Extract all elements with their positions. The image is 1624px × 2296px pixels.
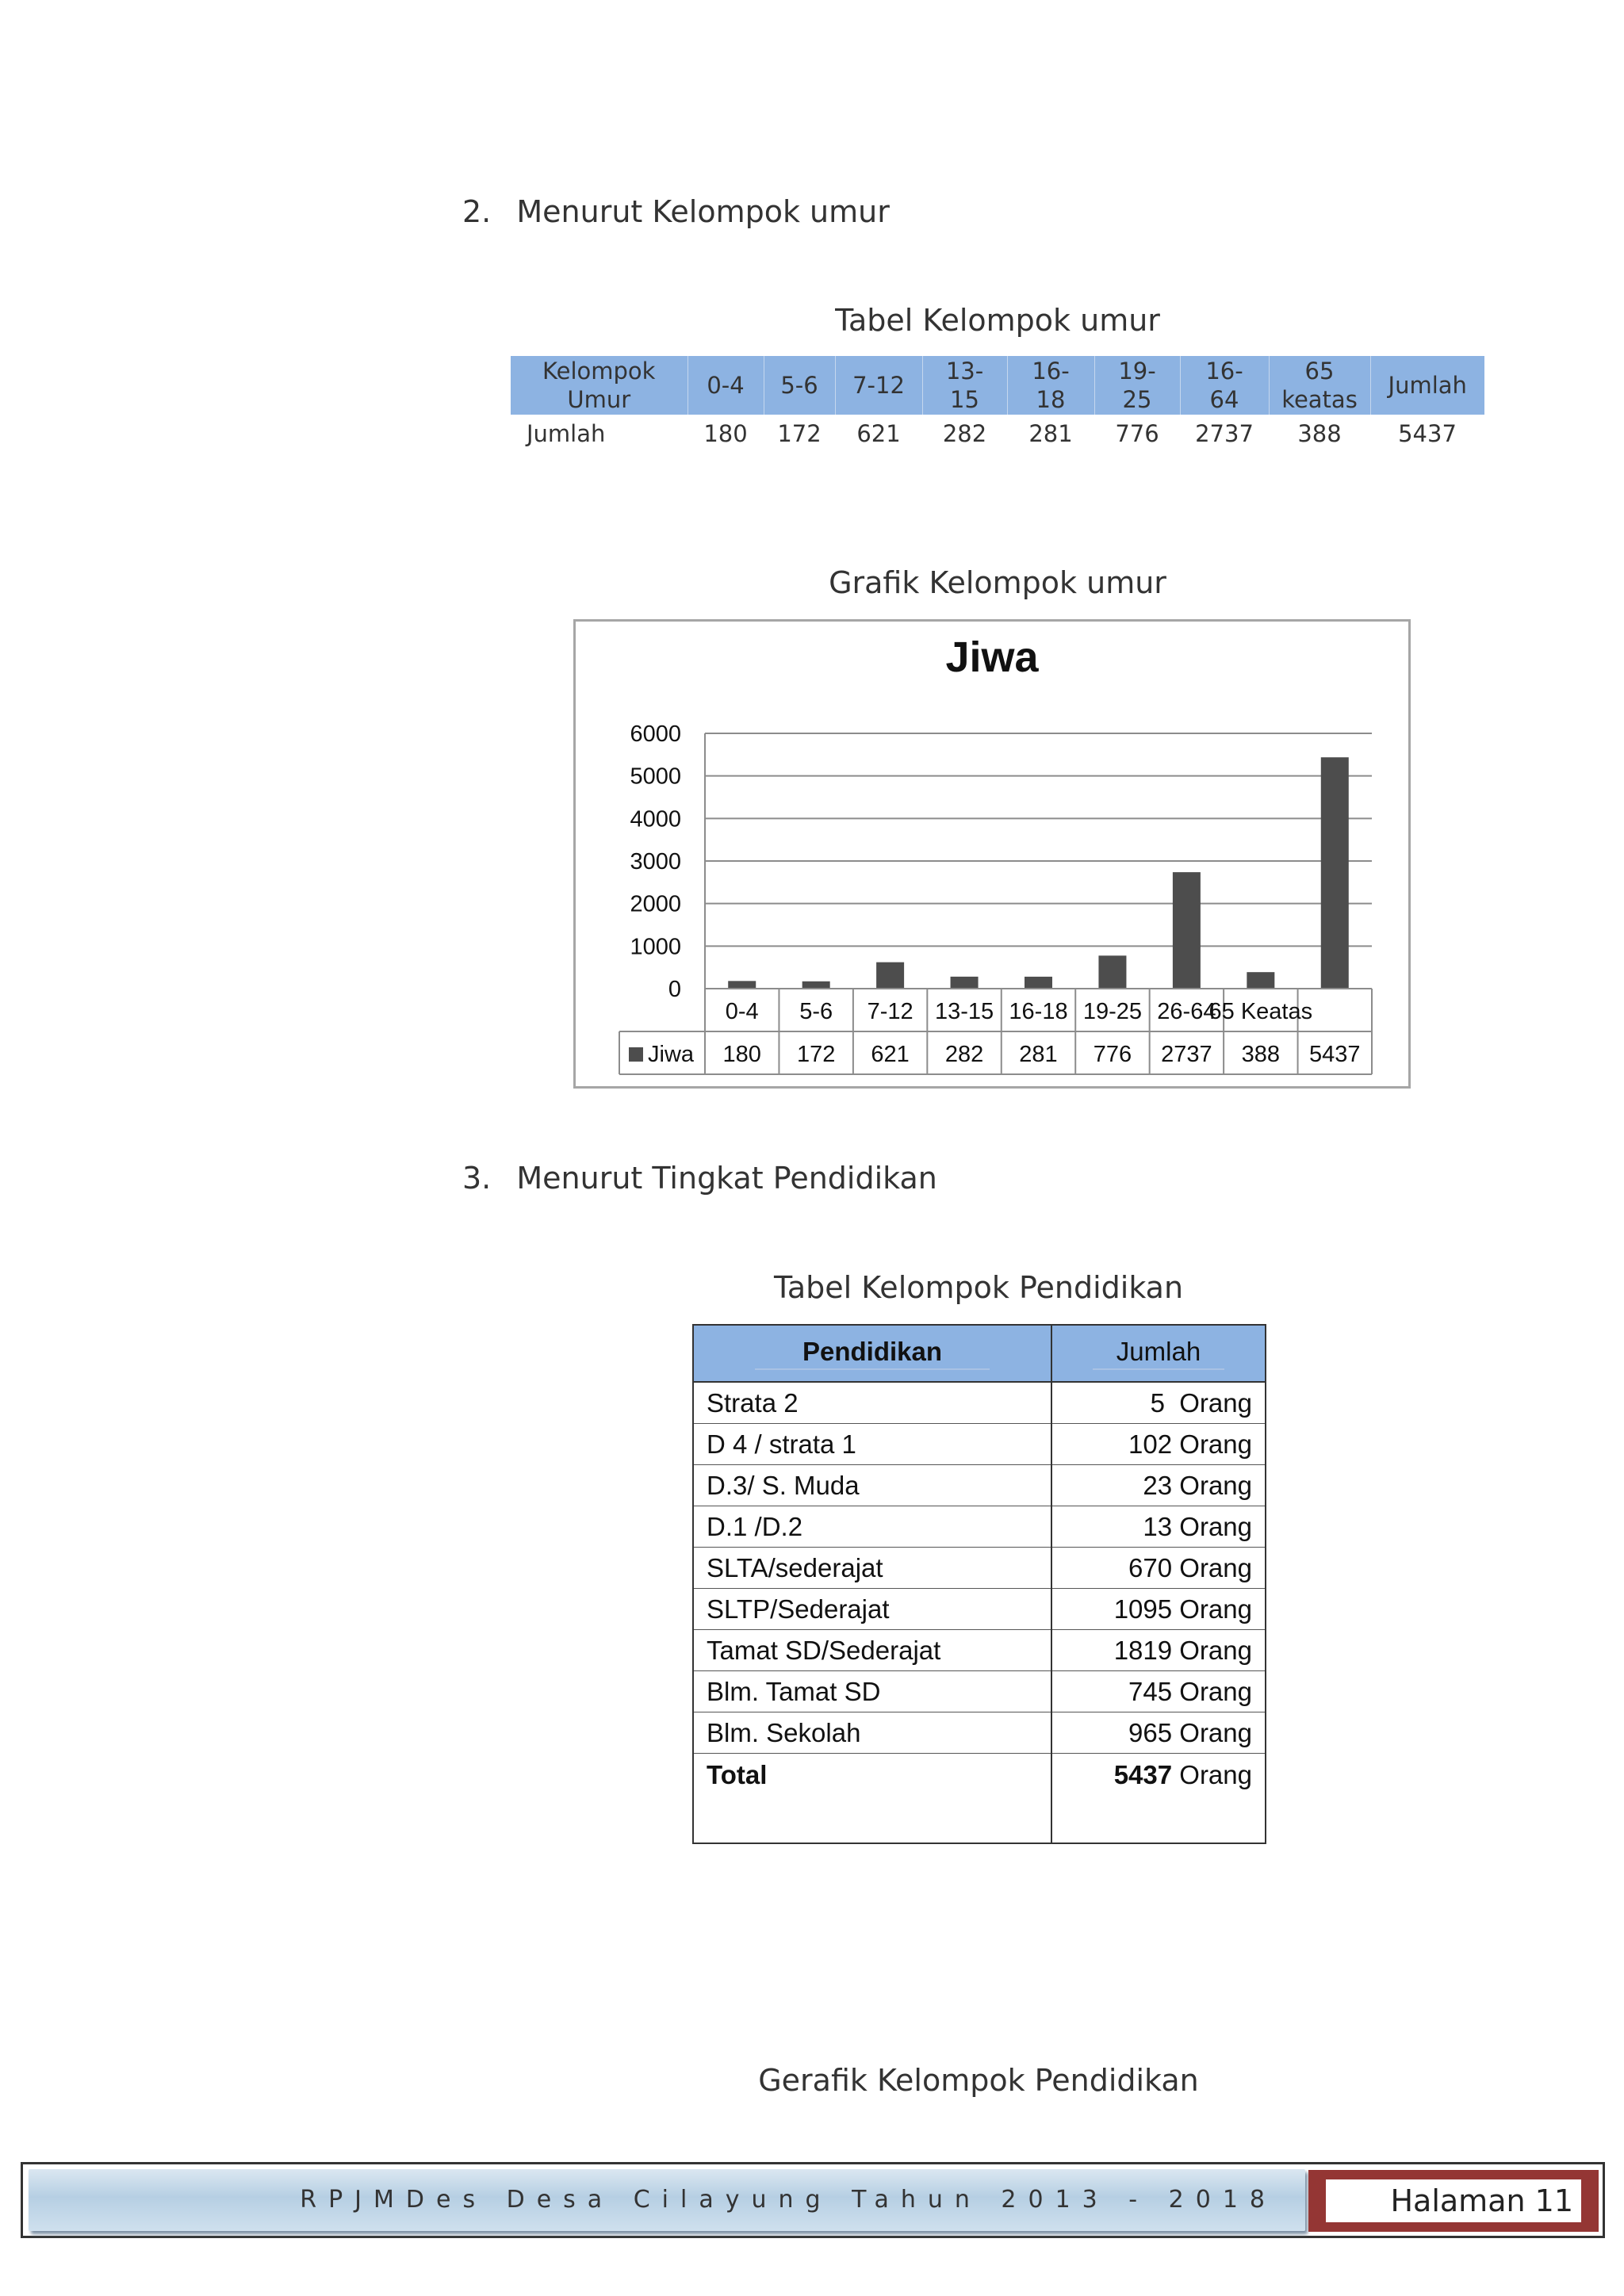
age-value-0: 180 (703, 420, 748, 447)
age-value-8: 5437 (1398, 420, 1457, 447)
age-value-2: 621 (856, 420, 901, 447)
age-value-3: 282 (942, 420, 987, 447)
y-tick-label: 2000 (630, 891, 681, 917)
x-category-label: 0-4 (725, 999, 759, 1024)
header-jumlah: Jumlah (1051, 1325, 1266, 1382)
data-value-label: 388 (1241, 1042, 1281, 1067)
education-table-title: Tabel Kelompok Pendidikan (773, 1270, 1184, 1305)
total-label: Total (693, 1754, 1051, 1844)
data-value-label: 281 (1019, 1042, 1058, 1067)
education-row (693, 1671, 1266, 1712)
education-label: Strata 2 (693, 1382, 1051, 1424)
age-header-5: 16- 18 (1007, 356, 1094, 415)
age-group-table (511, 356, 1484, 453)
education-table-header-row (693, 1325, 1266, 1382)
education-row (693, 1465, 1266, 1506)
x-category-label: 13-15 (934, 999, 994, 1024)
age-header-9: Jumlah (1370, 356, 1484, 415)
education-table (692, 1324, 1266, 1844)
section-heading-age (462, 194, 890, 229)
bar-6 (1173, 872, 1201, 989)
education-row (693, 1506, 1266, 1548)
heading-number: 2. (462, 194, 492, 229)
data-value-label: 776 (1093, 1042, 1132, 1067)
age-chart-caption: Grafik Kelompok umur (829, 565, 1166, 600)
age-header-3: 7-12 (835, 356, 922, 415)
data-value-label: 172 (796, 1042, 836, 1067)
heading-text: Menurut Kelompok umur (516, 194, 890, 229)
legend-label: Jiwa (648, 1042, 695, 1067)
y-tick-label: 0 (668, 977, 681, 1002)
education-label: Blm. Tamat SD (693, 1671, 1051, 1712)
age-value-6: 2737 (1195, 420, 1254, 447)
age-value-4: 281 (1028, 420, 1073, 447)
education-value: 1819 Orang (1051, 1630, 1266, 1671)
education-label: D.3/ S. Muda (693, 1465, 1051, 1506)
age-header-7: 16- 64 (1180, 356, 1269, 415)
data-value-label: 180 (722, 1042, 761, 1067)
education-chart-caption: Gerafik Kelompok Pendidikan (758, 2063, 1199, 2098)
data-value-label: 282 (944, 1042, 984, 1067)
bar-2 (876, 962, 904, 989)
education-row (693, 1548, 1266, 1589)
education-label: Blm. Sekolah (693, 1712, 1051, 1754)
age-value-1: 172 (777, 420, 822, 447)
total-value: 5437 Orang (1051, 1754, 1266, 1844)
age-header-8: 65 keatas (1269, 356, 1370, 415)
education-row (693, 1589, 1266, 1630)
data-value-label: 2737 (1161, 1042, 1212, 1067)
education-label: Tamat SD/Sederajat (693, 1630, 1051, 1671)
education-label: SLTP/Sederajat (693, 1589, 1051, 1630)
data-value-label: 5437 (1309, 1042, 1361, 1067)
education-row (693, 1424, 1266, 1465)
footer-title: RPJMDes Desa Cilayung Tahun 2013 - 2018 (300, 2186, 1277, 2214)
education-label: D.1 /D.2 (693, 1506, 1051, 1548)
y-tick-label: 3000 (630, 849, 681, 874)
education-value: 102 Orang (1051, 1424, 1266, 1465)
age-header-6: 19- 25 (1094, 356, 1180, 415)
age-header-0: Kelompok Umur (511, 356, 688, 415)
education-value: 670 Orang (1051, 1548, 1266, 1589)
education-value: 5 Orang (1051, 1382, 1266, 1424)
section-heading-education (462, 1161, 937, 1196)
y-tick-label: 4000 (630, 806, 681, 832)
heading-text: Menurut Tingkat Pendidikan (516, 1161, 937, 1196)
bar-0 (728, 981, 756, 989)
education-value: 965 Orang (1051, 1712, 1266, 1754)
education-total-row (693, 1754, 1266, 1844)
age-value-5: 776 (1115, 420, 1159, 447)
x-category-label: 26-64 (1157, 999, 1216, 1024)
x-category-label: 19-25 (1082, 999, 1143, 1024)
education-value: 1095 Orang (1051, 1589, 1266, 1630)
age-header-1: 0-4 (688, 356, 764, 415)
data-value-label: 621 (871, 1042, 910, 1067)
bar-4 (1025, 977, 1052, 989)
y-tick-label: 5000 (630, 763, 681, 790)
page-number: Halaman 11 (1326, 2179, 1581, 2222)
age-bar-chart (573, 619, 1411, 1089)
legend-swatch (629, 1047, 643, 1062)
bar-7 (1247, 972, 1274, 989)
bar-5 (1098, 955, 1126, 989)
age-value-7: 388 (1297, 420, 1342, 447)
bar-8 (1321, 757, 1349, 989)
education-value: 745 Orang (1051, 1671, 1266, 1712)
education-label: D 4 / strata 1 (693, 1424, 1051, 1465)
education-row (693, 1712, 1266, 1754)
x-category-label: 7-12 (867, 999, 914, 1024)
row-label: Jumlah (527, 420, 606, 447)
x-category-label: 65 Keatas (1208, 999, 1313, 1024)
header-pendidikan: Pendidikan (693, 1325, 1051, 1382)
x-category-label: 5-6 (799, 999, 833, 1024)
x-category-label: 16-18 (1009, 999, 1068, 1024)
education-row (693, 1382, 1266, 1424)
education-row (693, 1630, 1266, 1671)
education-label: SLTA/sederajat (693, 1548, 1051, 1589)
age-table-header-row (511, 356, 1484, 415)
education-value: 13 Orang (1051, 1506, 1266, 1548)
education-value: 23 Orang (1051, 1465, 1266, 1506)
age-header-2: 5-6 (764, 356, 835, 415)
y-tick-label: 1000 (630, 934, 681, 960)
heading-number: 3. (462, 1161, 492, 1196)
y-tick-label: 6000 (630, 721, 681, 747)
age-table-title: Tabel Kelompok umur (835, 303, 1160, 338)
chart-title: Jiwa (945, 633, 1039, 681)
age-header-4: 13- 15 (922, 356, 1007, 415)
age-table-row (511, 415, 1484, 453)
bar-3 (951, 977, 979, 989)
bar-1 (802, 982, 830, 989)
